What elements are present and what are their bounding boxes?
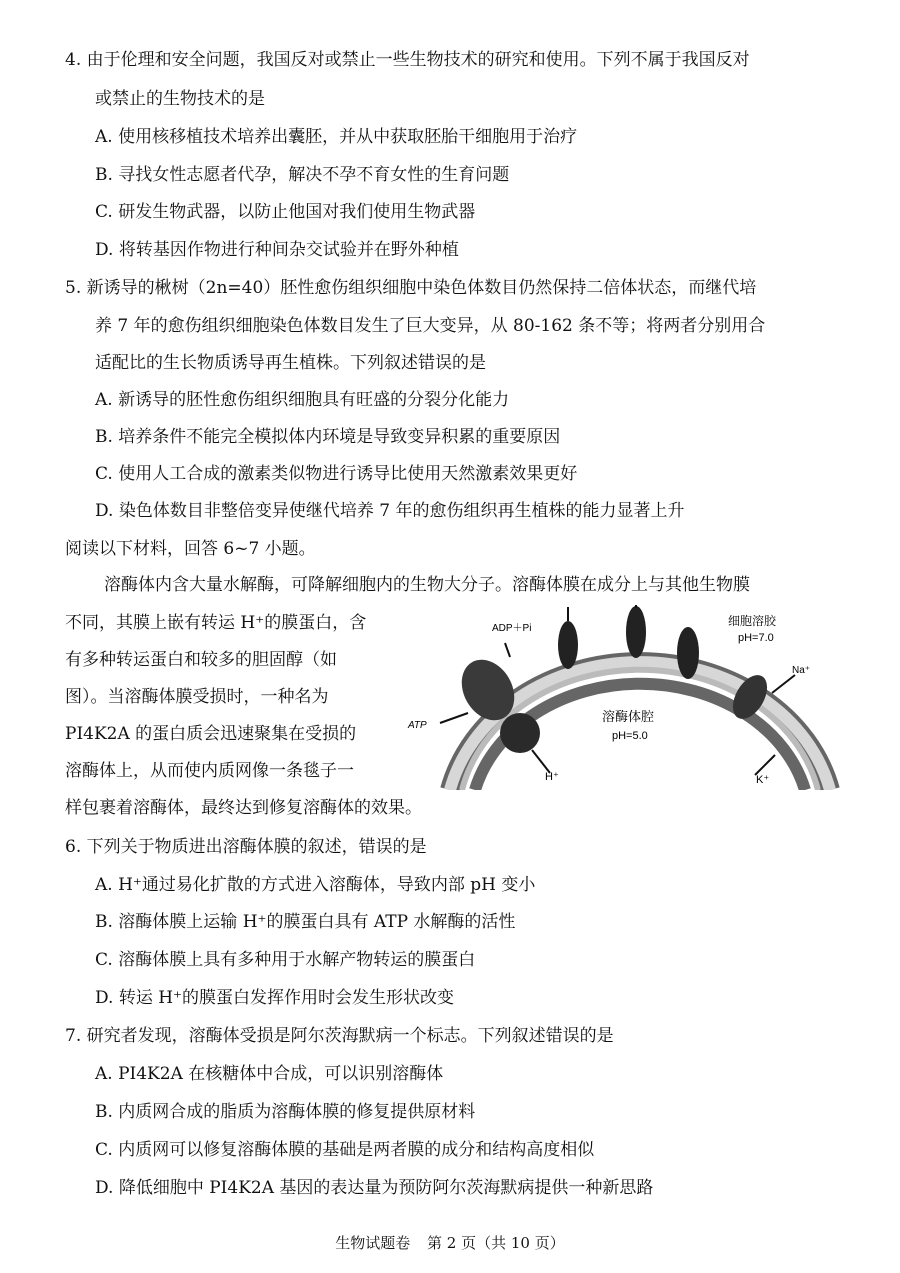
lysosome-membrane-diagram <box>400 605 840 790</box>
q7-option-a: A. PI4K2A 在核糖体中合成，可以识别溶酶体 <box>95 1064 444 1084</box>
q7-option-d: D. 降低细胞中 PI4K2A 基因的表达量为预防阿尔茨海默病提供一种新思路 <box>95 1178 654 1198</box>
q5-stem-line2: 养 7 年的愈伤组织细胞染色体数目发生了巨大变异，从 80-162 条不等；将两者分别用合 <box>95 316 766 336</box>
h-ion-label: H⁺ <box>545 771 559 783</box>
transport-protein-2 <box>626 606 646 658</box>
material-para-line7: 样包裹着溶酶体，最终达到修复溶酶体的效果。 <box>65 798 422 818</box>
cytosol-ph-label: pH=7.0 <box>738 632 774 644</box>
q5-option-d: D. 染色体数目非整倍变异使继代培养 7 年的愈伤组织再生植株的能力显著上升 <box>95 501 685 521</box>
q7-option-c: C. 内质网可以修复溶酶体膜的基础是两者膜的成分和结构高度相似 <box>95 1140 595 1160</box>
atp-label: ATP <box>408 720 427 731</box>
cytosol-label: 细胞溶胶 <box>728 614 777 628</box>
q4-stem-line2: 或禁止的生物技术的是 <box>95 89 265 109</box>
lysosome-membrane-figure <box>400 605 840 790</box>
transport-protein-1 <box>558 621 578 669</box>
material-para-line2: 不同，其膜上嵌有转运 H⁺的膜蛋白，含 <box>65 613 367 633</box>
q4-option-a: A. 使用核移植技术培养出囊胚，并从中获取胚胎干细胞用于治疗 <box>95 127 578 147</box>
material-para-line1: 溶酶体内含大量水解酶，可降解细胞内的生物大分子。溶酶体膜在成分上与其他生物膜 <box>104 575 750 595</box>
q5-stem-line3: 适配比的生长物质诱导再生植株。下列叙述错误的是 <box>95 353 486 373</box>
material-para-line3: 有多种转运蛋白和较多的胆固醇（如 <box>65 650 337 670</box>
footer-page-number: 第 2 页（共 10 页） <box>427 1234 565 1252</box>
q6-option-a: A. H⁺通过易化扩散的方式进入溶酶体，导致内部 pH 变小 <box>95 875 536 895</box>
q5-stem-line1: 5. 新诱导的楸树（2n=40）胚性愈伤组织细胞中染色体数目仍然保持二倍体状态，而继代培 <box>65 278 757 298</box>
q6-stem: 6. 下列关于物质进出溶酶体膜的叙述，错误的是 <box>65 837 427 857</box>
q7-stem: 7. 研究者发现，溶酶体受损是阿尔茨海默病一个标志。下列叙述错误的是 <box>65 1026 614 1046</box>
atpase-subunit <box>500 713 540 753</box>
q4-option-c: C. 研发生物武器，以防止他国对我们使用生物武器 <box>95 202 476 222</box>
adp-label: ADP＋Pi <box>492 623 532 634</box>
material-para-line5: PI4K2A 的蛋白质会迅速聚集在受损的 <box>65 724 357 744</box>
q4-option-b: B. 寻找女性志愿者代孕，解决不孕不育女性的生育问题 <box>95 165 510 185</box>
q7-option-b: B. 内质网合成的脂质为溶酶体膜的修复提供原材料 <box>95 1102 476 1122</box>
material-para-line6: 溶酶体上，从而使内质网像一条毯子一 <box>65 761 354 781</box>
page-footer <box>0 1232 900 1253</box>
material-para-line4: 图）。当溶酶体膜受损时，一种名为 <box>65 687 329 707</box>
q6-option-d: D. 转运 H⁺的膜蛋白发挥作用时会发生形状改变 <box>95 988 455 1008</box>
q6-option-c: C. 溶酶体膜上具有多种用于水解产物转运的膜蛋白 <box>95 950 476 970</box>
q5-option-b: B. 培养条件不能完全模拟体内环境是导致变异积累的重要原因 <box>95 427 561 447</box>
q5-option-a: A. 新诱导的胚性愈伤组织细胞具有旺盛的分裂分化能力 <box>95 390 510 410</box>
lumen-ph-label: pH=5.0 <box>612 730 648 742</box>
material-intro: 阅读以下材料，回答 6~7 小题。 <box>65 539 316 559</box>
lumen-label: 溶酶体腔 <box>602 710 655 725</box>
q6-option-b: B. 溶酶体膜上运输 H⁺的膜蛋白具有 ATP 水解酶的活性 <box>95 912 516 932</box>
q4-option-d: D. 将转基因作物进行种间杂交试验并在野外种植 <box>95 240 459 260</box>
k-ion-label: K⁺ <box>756 774 770 786</box>
na-ion-label: Na⁺ <box>792 665 811 676</box>
q5-option-c: C. 使用人工合成的激素类似物进行诱导比使用天然激素效果更好 <box>95 464 578 484</box>
q4-stem-line1: 4. 由于伦理和安全问题，我国反对或禁止一些生物技术的研究和使用。下列不属于我国反对 <box>65 50 750 70</box>
footer-subject: 生物试题卷 <box>335 1234 411 1252</box>
transport-protein-3 <box>677 627 699 679</box>
